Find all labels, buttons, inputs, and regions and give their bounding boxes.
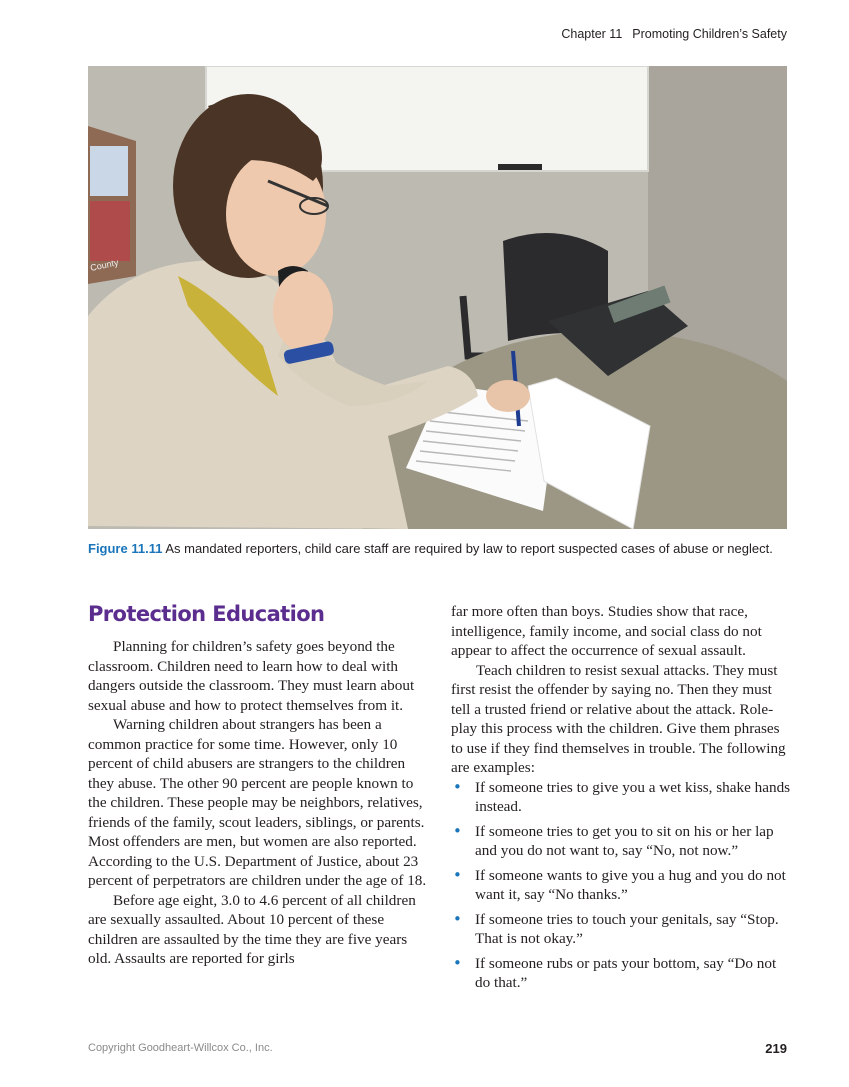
- paragraph: Warning children about strangers has been a common practice for some time. However, only 10 percent of child abusers are strangers to the children they abuse. The other 90 percent are people known to the children. These people may be neighbors, relatives, friends of the family, scout leaders, siblings, or parents. Most offenders are men, but women are also reported. According to the U.S. Department of Justice, about 23 percent of perpetrators are children under the age of 18.: [88, 716, 427, 889]
- copyright-footer: Copyright Goodheart-Willcox Co., Inc.: [88, 1042, 273, 1054]
- list-item: • If someone wants to give you a hug and you do not want it, say “No thanks.”: [451, 866, 791, 905]
- list-item: • If someone rubs or pats your bottom, say “Do not do that.”: [451, 954, 791, 993]
- paragraph: Planning for children’s safety goes beyond the classroom. Children need to learn how to deal with dangers outside the classroom. They must learn about sexual abuse and how to protect themselves from it.: [88, 638, 415, 714]
- example-list: [451, 778, 791, 993]
- paragraph: Before age eight, 3.0 to 4.6 percent of all children are sexually assaulted. About 10 percent of these children are assaulted by the time they are five years old. Assaults are reported for girls: [88, 891, 416, 967]
- running-header: [561, 27, 787, 41]
- paragraph: Teach children to resist sexual attacks. They must first resist the offender by saying no. Then they must tell a trusted friend or relative about the attack. Role-play this process with the children. Give them phrases to use if they find themselves in trouble. The following are examples:: [451, 661, 786, 776]
- list-item: • If someone tries to touch your genitals, say “Stop. That is not okay.”: [451, 910, 791, 949]
- poster-caption: County: [89, 257, 120, 273]
- paragraph-continuation: far more often than boys. Studies show that race, intelligence, family income, and social class do not appear to affect the occurrence of sexual assault.: [451, 603, 762, 659]
- left-column: [88, 600, 428, 969]
- list-item: • If someone tries to get you to sit on his or her lap and you do not want to, say “No, not now.”: [451, 822, 791, 861]
- chapter-number: Chapter 11: [561, 27, 623, 41]
- section-heading: Protection Education: [88, 602, 325, 626]
- figure-photo: [88, 66, 787, 529]
- figure-label: Figure 11.11: [88, 541, 163, 556]
- figure-caption-text: As mandated reporters, child care staff are required by law to report suspected cases of abuse or neglect.: [165, 541, 773, 556]
- list-item: • If someone tries to give you a wet kiss, shake hands instead.: [451, 778, 791, 817]
- figure-caption: [88, 540, 788, 558]
- page-number: 219: [765, 1041, 787, 1056]
- photo-illustration: [88, 66, 787, 529]
- right-column: [451, 602, 791, 993]
- chapter-title: Promoting Children’s Safety: [632, 27, 787, 41]
